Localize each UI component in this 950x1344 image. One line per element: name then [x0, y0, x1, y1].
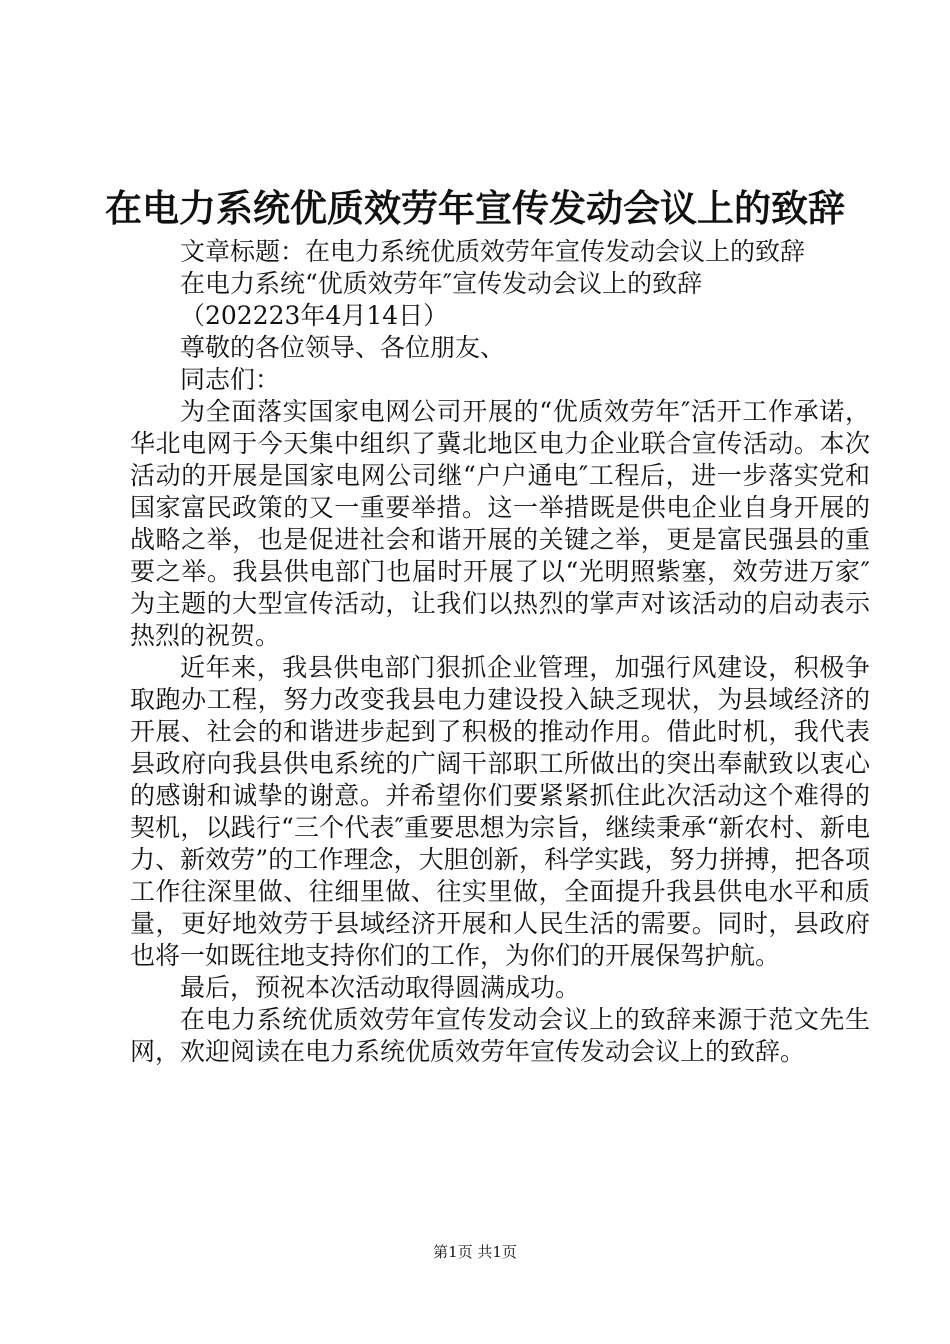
paragraph-date: （202223年4月14日）: [180, 301, 449, 330]
paragraph-closing: 最后，预祝本次活动取得圆满成功。: [180, 973, 581, 1002]
paragraph-salutation: 尊敬的各位领导、各位朋友、: [180, 333, 506, 362]
document-body: [130, 236, 870, 1068]
paragraph-speech-title: 在电力系统“优质效劳年″宣传发动会议上的致辞: [180, 269, 703, 298]
paragraph-source-note: 在电力系统优质效劳年宣传发动会议上的致辞来源于范文先生网，欢迎阅读在电力系统优质效劳年宣传发动会议上的致辞。: [130, 1005, 870, 1066]
paragraph-salutation-cont: 同志们：: [180, 365, 281, 394]
paragraph-article-heading: 文章标题：在电力系统优质效劳年宣传发动会议上的致辞: [180, 237, 806, 266]
document-title: 在电力系统优质效劳年宣传发动会议上的致辞: [105, 186, 845, 230]
paragraph-body-1: 为全面落实国家电网公司开展的“优质效劳年″活开工作承诺，华北电网于今天集中组织了冀北地区电力企业联合宣传活动。本次活动的开展是国家电网公司继“户户通电″工程后，进一步落实党和国家富民政策的又一重要举措。这一举措既是供电企业自身开展的战略之举，也是促进社会和谐开展的关键之举，更是富民强县的重要之举。我县供电部门也届时开展了以“光明照紫塞，效劳进万家″为主题的大型宣传活动，让我们以热烈的掌声对该活动的启动表示热烈的祝贺。: [130, 397, 870, 650]
page-footer: 第1页 共1页: [433, 1243, 517, 1261]
paragraph-body-2: 近年来，我县供电部门狠抓企业管理，加强行风建设，积极争取跑办工程，努力改变我县电力建设投入缺乏现状，为县域经济的开展、社会的和谐进步起到了积极的推动作用。借此时机，我代表县政府向我县供电系统的广阔干部职工所做出的突出奉献致以衷心的感谢和诚挚的谢意。并希望你们要紧紧抓住此次活动这个难得的契机，以践行“三个代表″重要思想为宗旨，继续秉承“新农村、新电力、新效劳”的工作理念，大胆创新，科学实践，努力拼搏，把各项工作往深里做、往细里做、往实里做，全面提升我县供电水平和质量，更好地效劳于县域经济开展和人民生活的需要。同时，县政府也将一如既往地支持你们的工作，为你们的开展保驾护航。: [130, 653, 870, 970]
